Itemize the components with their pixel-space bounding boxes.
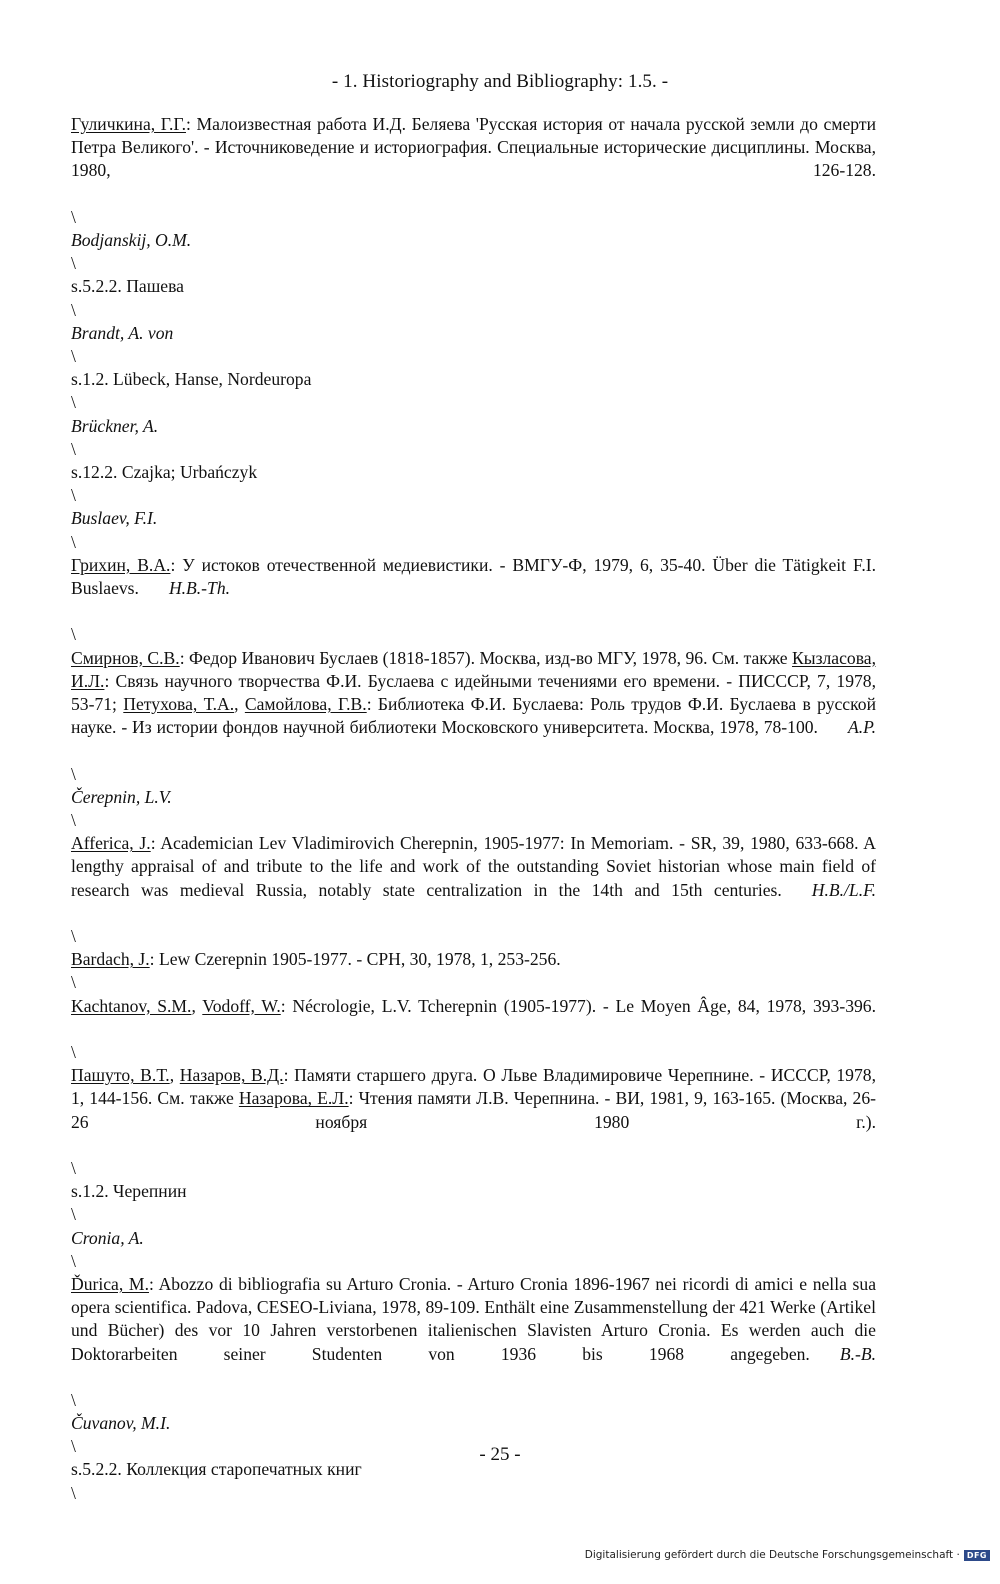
separator: \ xyxy=(71,763,76,784)
subject-heading: Bodjanskij, O.M. xyxy=(71,230,192,250)
cross-reference: s.12.2. Czajka; Urbańczyk xyxy=(71,461,258,482)
separator: \ xyxy=(71,531,76,552)
entry-text: , xyxy=(191,995,203,1016)
cross-reference: s.5.2.2. Коллекция старопечатных книг xyxy=(71,1459,362,1480)
entry-text: : Nécrologie, L.V. Tcherepnin (1905-1977). - Le Moyen Âge, 84, 1978, 393-396. xyxy=(280,995,876,1016)
cross-reference: s.1.2. Lübeck, Hanse, Nordeuropa xyxy=(71,369,312,390)
bibliography-entry xyxy=(71,1273,876,1389)
entry-text: : У истоков отечественной медиевистики. - ВМГУ-Ф, 1979, 6, 35-40. Über die Tätigkeit F.I. Buslaevs. xyxy=(71,554,876,598)
separator: \ xyxy=(71,972,76,993)
reviewer-initials: A.P. xyxy=(847,717,876,738)
author-name: Afferica, J. xyxy=(71,833,151,854)
separator: \ xyxy=(71,1157,76,1178)
entry-text: : Academician Lev Vladimirovich Cherepnin, 1905-1977: In Memoriam. - SR, 39, 1980, 633-668. A lengthy appraisal of and tribute to the life and work of the outstanding Soviet historian whose main field of research was medieval Russia, notably state centralization in the 14th and 15th centuries. xyxy=(71,833,876,900)
separator: \ xyxy=(71,809,76,830)
author-name: Назаров, В.Д. xyxy=(179,1065,284,1086)
author-name: Гуличкина, Г.Г. xyxy=(71,114,186,134)
separator: \ xyxy=(71,206,76,227)
subject-heading: Cronia, A. xyxy=(71,1227,144,1248)
separator: \ xyxy=(71,438,76,459)
running-header: - 1. Historiography and Bibliography: 1.5. - xyxy=(331,71,669,92)
reviewer-initials: H.B./L.F. xyxy=(811,879,876,900)
subject-heading: Brückner, A. xyxy=(71,415,159,436)
author-name: Петухова, Т.А. xyxy=(123,693,235,714)
separator: \ xyxy=(71,925,76,946)
author-name: Грихин, В.А. xyxy=(71,554,171,575)
entry-text: : Федор Иванович Буслаев (1818-1857). Москва, изд-во МГУ, 1978, 96. См. также xyxy=(179,647,793,668)
entry-text: , xyxy=(169,1065,180,1086)
author-name: Ďurica, M. xyxy=(71,1273,149,1294)
separator: \ xyxy=(71,345,76,366)
bibliography-entry xyxy=(71,554,876,624)
author-name: Самойлова, Г.В. xyxy=(244,693,367,714)
author-name: Bardach, J. xyxy=(71,949,150,970)
author-name: Смирнов, С.В. xyxy=(71,647,180,668)
subject-heading: Buslaev, F.I. xyxy=(71,508,158,529)
page-number: - 25 - xyxy=(479,1444,521,1465)
author-name: Назарова, Е.Л. xyxy=(238,1088,349,1109)
separator: \ xyxy=(71,299,76,320)
author-name: Kachtanov, S.M. xyxy=(71,995,192,1016)
bibliography-entry xyxy=(71,647,876,763)
separator: \ xyxy=(71,1204,76,1225)
bibliography-entry xyxy=(71,1064,876,1157)
separator: \ xyxy=(71,1041,76,1062)
entry-text: : Lew Czerepnin 1905-1977. - CPH, 30, 1978, 1, 253-256. xyxy=(149,949,561,970)
digitization-footer xyxy=(585,1549,990,1561)
cross-reference: s.5.2.2. Пашева xyxy=(71,276,184,297)
entry-text: : Чтения памяти Л.В. Черепнина. - ВИ, 1981, 9, 163-165. (Москва, 26-26 ноября 1980 г.). xyxy=(71,1088,876,1132)
separator: \ xyxy=(71,1389,76,1410)
separator: \ xyxy=(71,1482,76,1503)
entry-text: , xyxy=(234,693,245,714)
entry-text: : Библиотека Ф.И. Буслаева: Роль трудов Ф.И. Буслаева в русской науке. - Из истории фондов научной библиотеки Московского университета. Москва, 1978, 78-100. xyxy=(71,693,876,738)
entry-text: : Памяти старшего друга. О Льве Владимировиче Черепнине. - ИСССР, 1978, 1, 144-156. См. также xyxy=(71,1065,876,1109)
footer-text: Digitalisierung gefördert durch die Deutsche Forschungsgemeinschaft · xyxy=(584,1549,960,1561)
separator: \ xyxy=(71,1250,76,1271)
author-name: Vodoff, W. xyxy=(202,995,281,1016)
reviewer-initials: H.B.-Th. xyxy=(168,577,231,598)
bibliography-entry xyxy=(71,832,876,925)
entry-text: : Abozzo di bibliografia su Arturo Cronia. - Arturo Cronia 1896-1967 nei ricordi di amici e nella sua opera scientifica. Padova, CESEO-Liviana, 1978, 89-109. Enthält eine Zusammenstellung der 421 Werke (Artikel und Bücher) des vor 10 Jahren verstorbenen italienischen Slavisten Arturo Cronia. Es werden auch die Doktorarbeiten seiner Studenten von 1936 bis 1968 angegeben. xyxy=(71,1273,877,1364)
subject-heading: Čuvanov, M.I. xyxy=(71,1413,171,1434)
entry-text: : Малоизвестная работа И.Д. Беляева 'Русская история от начала русской земли до смерти Петра Великого'. - Источниковедение и историография. Специальные исторические дисциплины. Москва, 1980, 126-128. xyxy=(71,114,876,181)
separator: \ xyxy=(71,1436,76,1457)
bibliography-entry xyxy=(71,113,876,206)
subject-heading: Čerepnin, L.V. xyxy=(71,786,172,807)
reviewer-initials: B.-B. xyxy=(839,1343,876,1364)
bibliography-entry xyxy=(71,948,876,971)
separator: \ xyxy=(71,392,76,413)
separator: \ xyxy=(71,253,76,274)
bibliography-body xyxy=(71,113,876,1505)
cross-reference: s.1.2. Черепнин xyxy=(71,1181,187,1202)
separator: \ xyxy=(71,624,76,645)
separator: \ xyxy=(71,485,76,506)
author-name: Пашуто, В.Т. xyxy=(71,1065,170,1086)
bibliography-entry xyxy=(71,995,876,1041)
entry-text: : Связь научного творчества Ф.И. Буслаева с идейными течениями его времени. - ПИСССР, 7, 1978, 53-71; xyxy=(71,670,876,714)
dfg-logo: DFG xyxy=(964,1550,990,1561)
subject-heading: Brandt, A. von xyxy=(71,322,174,343)
author-name: Кызласова, И.Л. xyxy=(71,647,876,691)
